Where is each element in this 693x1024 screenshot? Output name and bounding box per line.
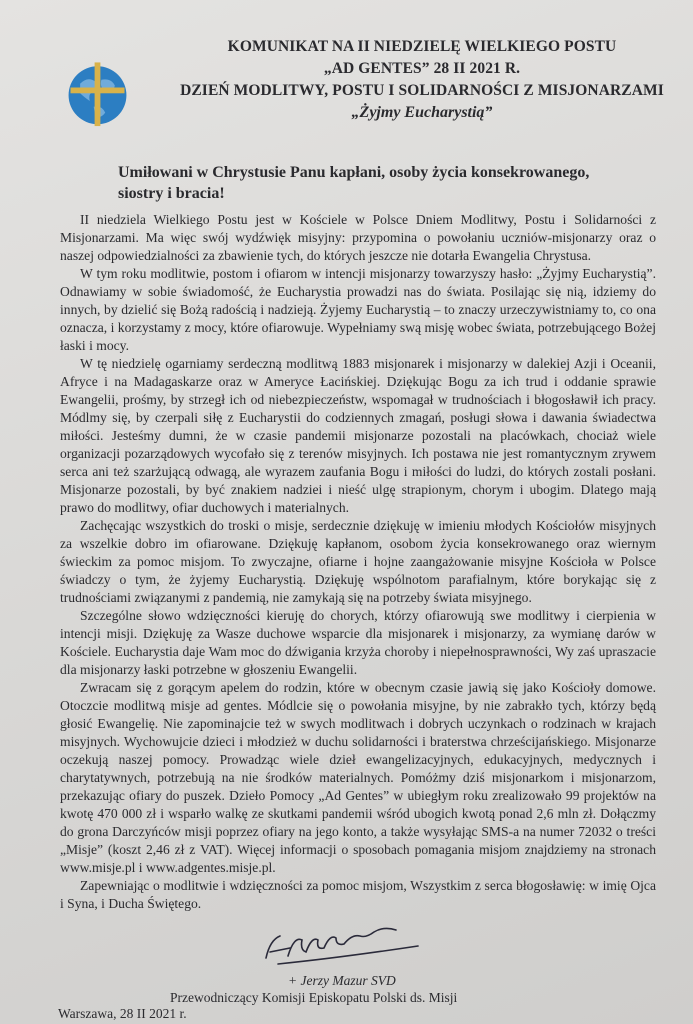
place-and-date: Warszawa, 28 II 2021 r. [58,1006,187,1021]
cross-icon [95,62,101,126]
paragraph: Zapewniając o modlitwie i wdzięczności za pomoc misjom, Wszystkim z serca błogosławię: w imię Ojca i Syna, i Ducha Świętego. [60,878,656,911]
paragraph: II niedziela Wielkiego Postu jest w Kościele w Polsce Dniem Modlitwy, Postu i Solidarności z Misjonarzami. Ma więc swój wydźwięk misyjny: przypomina o powołaniu uczniów-misjonarzy oraz o naszej odpowiedzialności za zbawienie tych, do których jeszcze nie dotarła Ewangelia Chrystusa. [60,212,656,263]
paragraph: Szczególne słowo wdzięczności kieruję do chorych, którzy ofiarowują swe modlitwy i cierpienia w intencji misji. Dziękuję za Wasze duchowe wsparcie dla misjonarek i misjonarzy, za wymianę darów w Kościele. Eucharystia daje Wam moc do dźwigania krzyża choroby i niepełnosprawności, Wy zaś upraszacie dla misjonarzy łaski potrzebne w głoszeniu Ewangelii. [60,608,656,677]
paragraph: Zachęcając wszystkich do troski o misje, serdecznie dziękuję w imieniu młodych Kościołów misyjnych za wszelkie dobro im ofiarowane. Dziękuję kapłanom, osobom życia konsekrowanego oraz wiernym świeckim za pomoc misjom. To zwyczajne, ofiarne i hojne zaangażowanie misyjne Kościoła w Polsce świadczy o tym, że żyjemy Eucharystią. Dziękuję wspólnotom parafialnym, które borykając się z trudnościami związanymi z pandemią, nie zamykają się na potrzeby świata misyjnego. [60,518,656,605]
paragraph: W tę niedzielę ogarniamy serdeczną modlitwą 1883 misjonarek i misjonarzy w dalekiej Azji i Oceanii, Afryce i na Madagaskarze oraz w Ameryce Łacińskiej. Dziękując Bogu za ich trud i oddanie sprawie Ewangelii, prośmy, by strzegł ich od niebezpieczeństw, wspomagał w trudnościach i błogosławił ich pracy. Módlmy się, by czerpali siłę z Eucharystii do codziennych zmagań, posługi słowa i dawania świadectwa miłości. Jesteśmy dumni, że w czasie pandemii misjonarze pozostali na placówkach, chociaż wiele organizacji pozarządowych wycofało się z terenów misyjnych. Ich postawa nie jest romantycznym zrywem serca ani też szarżującą odwagą, ale wyrazem zaufania Bogu i miłości do ludzi, do których zostali posłani. Misjonarze pozostali, by być znakiem nadziei i nieść ulgę strapionym, chorym i ubogim. Dlatego mają prawo do modlitwy, ofiar duchowych i materialnych. [60,356,656,515]
paragraph: Zwracam się z gorącym apelem do rodzin, które w obecnym czasie jawią się jako Kościoły domowe. Otoczcie modlitwą misje ad gentes. Módlcie się o powołania misyjne, by nie zabrakło tych, którzy będą głosić Ewangelię. Nie zapominajcie też w swych modlitwach i dobrych uczynkach o rodzinach w krajach misyjnych. Wychowujcie dzieci i młodzież w duchu solidarności i braterstwa chrześcijańskiego. Misjonarze oczekują naszej pomocy. Prowadząc wiele dzieł ewangelizacyjnych, edukacyjnych, medycznych i charytatywnych, potrzebują na nie środków materialnych. Pomóżmy dziś misjonarkom i misjonarzom, przekazując ofiary do puszek. Dzieło Pomocy „Ad Gentes” w ubiegłym roku zrealizowało 99 projektów na kwotę 470 000 zł i wsparło walkę ze skutkami pandemii wśród ubogich kwotą ponad 2,6 mln zł. Dołączmy do grona Darczyńców misji poprzez ofiary na jego konto, a także wysyłając SMS-a na numer 72032 o treści „Misje” (koszt 2,46 zł z VAT). Więcej informacji o sposobach pomagania misjom znajdziemy na stronach www.misje.pl i www.adgentes.misje.pl. [60,680,656,875]
episcopate-mission-logo [30,20,165,155]
communique-body [60,211,656,913]
greeting: Umiłowani w Chrystusie Panu kapłani, osoby życia konsekrowanego, siostry i bracia! [118,164,590,202]
header-line-3: DZIEŃ MODLITWY, POSTU I SOLIDARNOŚCI Z MISJONARZAMI [180,82,664,99]
header-line-2: „AD GENTES” 28 II 2021 R. [323,60,521,77]
signature-title: Przewodniczący Komisji Episkopatu Polski ds. Misji [170,990,458,1005]
communique-header [172,36,672,124]
header-motto: „Żyjmy Eucharystią” [351,104,493,121]
signature-name: + Jerzy Mazur SVD [288,973,396,988]
header-line-1: KOMUNIKAT NA II NIEDZIELĘ WIELKIEGO POSTU [227,38,617,55]
handwritten-signature [258,922,428,972]
paragraph: W tym roku modlitwie, postom i ofiarom w intencji misjonarzy towarzyszy hasło: „Żyjmy Eucharystią”. Odnawiamy w sobie świadomość, że Eucharystia prowadzi nas do świata. Posilając się nią, idziemy do innych, by dzielić się Bożą radością i nadzieją. Żyjemy Eucharystią – to znaczy urzeczywistniamy to, co ona oznacza, i korzystamy z mocy, które ofiarowuje. Wypełniamy swą misję wobec świata, potrzebującego Bożej łaski i mocy. [60,266,656,353]
